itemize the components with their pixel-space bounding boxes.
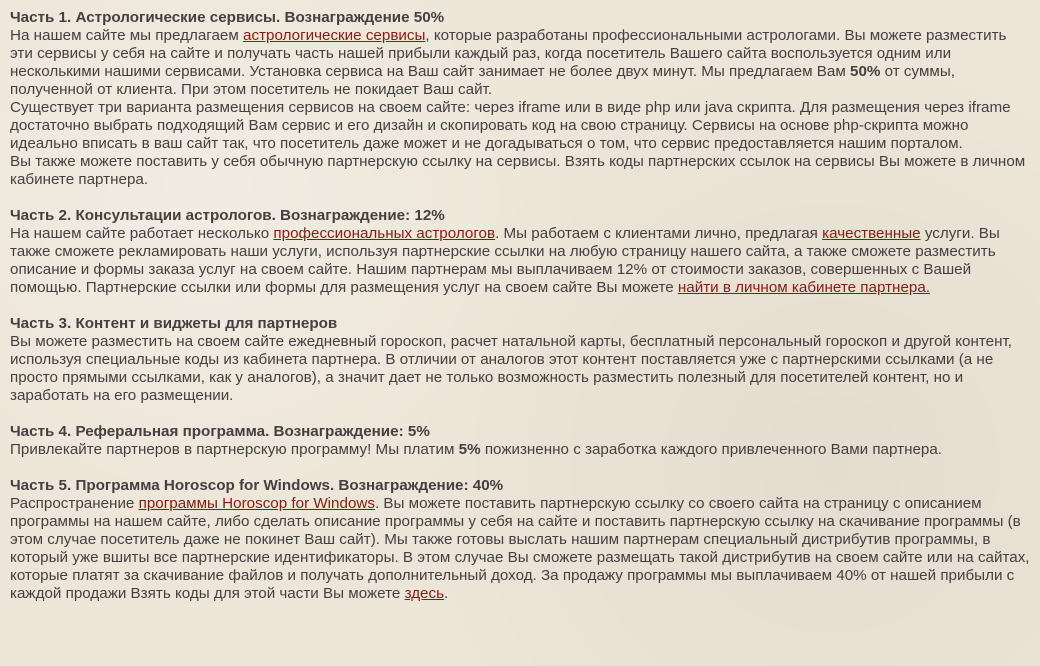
partner-cabinet-link[interactable]: найти в личном кабинете партнера. <box>677 279 930 296</box>
section-astrologer-consultations <box>10 207 1030 297</box>
text: , которые разработаны профессиональными астрологами. Вы можете разместить эти сервисы у себя на сайте и получать часть нашей прибыли каждый раз, когда посетитель Вашего сайта воспользуется одним или несколькими нашими сервисами. Установка сервиса на Ваш сайт занимает не более двух минут. Мы предлагаем Вам <box>10 27 1007 80</box>
quality-services-link[interactable]: качественные <box>822 225 921 242</box>
section-title: Часть 3. Контент и виджеты для партнеров <box>10 315 338 332</box>
professional-astrologers-link[interactable]: профессиональных астрологов <box>273 225 496 242</box>
reward-percent: 5% <box>458 441 481 458</box>
section-horoscop-windows <box>10 477 1030 603</box>
section-content-widgets <box>10 315 1030 405</box>
reward-percent: 50% <box>850 63 881 80</box>
section-title: Часть 2. Консультации астрологов. Вознаграждение: 12% <box>10 207 445 224</box>
text: Привлекайте партнеров в партнерскую программу! Мы платим <box>10 441 459 458</box>
here-link[interactable]: здесь <box>404 585 445 602</box>
text: пожизненно с заработка каждого привлеченного Вами партнера. <box>480 441 943 458</box>
text: . Вы можете поставить партнерскую ссылку со своего сайта на страницу с описанием программы на нашем сайте, либо сделать описание программы у себя на сайте и поставить партнерскую ссылку на скачивание программы (в этом случае посетитель даже не покинет Ваш сайт). Мы также готовы выслать нашим партнерам специальный дистрибутив программы, в который уже вшиты все партнерские идентификаторы. В этом случае Вы сможете размещать такой дистрибутив на своем сайте или на сайтах, которые платят за скачивание файлов и получать дополнительный доход. За продажу программы мы выплачиваем 40% от нашей прибыли с каждой продажи Взять коды для этой части Вы можете <box>10 495 1030 602</box>
paragraph <box>10 225 1030 297</box>
text: услуги. Вы также сможете рекламировать наши услуги, используя партнерские ссылки на любую страницу нашего сайта, а также сможете разместить описание и формы заказа услуг на своем сайте. Нашим партнерам мы выплачиваем 12% от стоимости заказов, совершенных с Вашей помощью. Партнерские ссылки или формы для размещения услуг на своем сайте Вы можете <box>10 225 1000 296</box>
section-title: Часть 4. Реферальная программа. Вознаграждение: 5% <box>10 423 430 440</box>
text: от суммы, полученной от клиента. При этом посетитель не покидает Ваш сайт. <box>10 63 955 98</box>
paragraph: Вы также можете поставить у себя обычную партнерскую ссылку на сервисы. Взять коды партнерских ссылок на сервисы Вы можете в личном кабинете партнера. <box>10 153 1026 188</box>
text: . Мы работаем с клиентами лично, предлагая <box>495 225 823 242</box>
section-title: Часть 1. Астрологические сервисы. Вознаграждение 50% <box>10 9 445 26</box>
text: На нашем сайте мы предлагаем <box>10 27 244 44</box>
horoscop-windows-link[interactable]: программы Horoscop for Windows <box>138 495 375 512</box>
section-referral-program <box>10 423 1030 459</box>
paragraph <box>10 27 1030 99</box>
astrology-services-link[interactable]: астрологические сервисы <box>243 27 426 44</box>
paragraph <box>10 441 1030 459</box>
section-title: Часть 5. Программа Horoscop for Windows. Вознаграждение: 40% <box>10 477 504 494</box>
paragraph: Вы можете разместить на своем сайте ежедневный гороскоп, расчет натальной карты, бесплатный персональный гороскоп и другой контент, используя специальные коды из кабинета партнера. В отличии от аналогов этот контент поставляется уже с партнерскими ссылками (а не просто прямыми ссылками, как у аналогов), а значит дает не только возможность разместить полезный для посетителей контент, но и заработать на его размещении. <box>10 333 1012 404</box>
paragraph <box>10 495 1030 603</box>
section-astrology-services <box>10 9 1030 189</box>
text: На нашем сайте работает несколько <box>10 225 274 242</box>
paragraph: Существует три варианта размещения сервисов на своем сайте: через iframe или в виде php или java скрипта. Для размещения через iframe достаточно выбрать подходящий Вам сервис и его дизайн и скопировать код на свою страницу. Сервисы на основе php-скрипта можно идеально вписать в ваш сайт так, что посетитель даже может и не догадываться о том, что сервис предоставляется нашим порталом. <box>10 99 1011 152</box>
text: . <box>444 585 449 602</box>
text: Распространение <box>10 495 139 512</box>
